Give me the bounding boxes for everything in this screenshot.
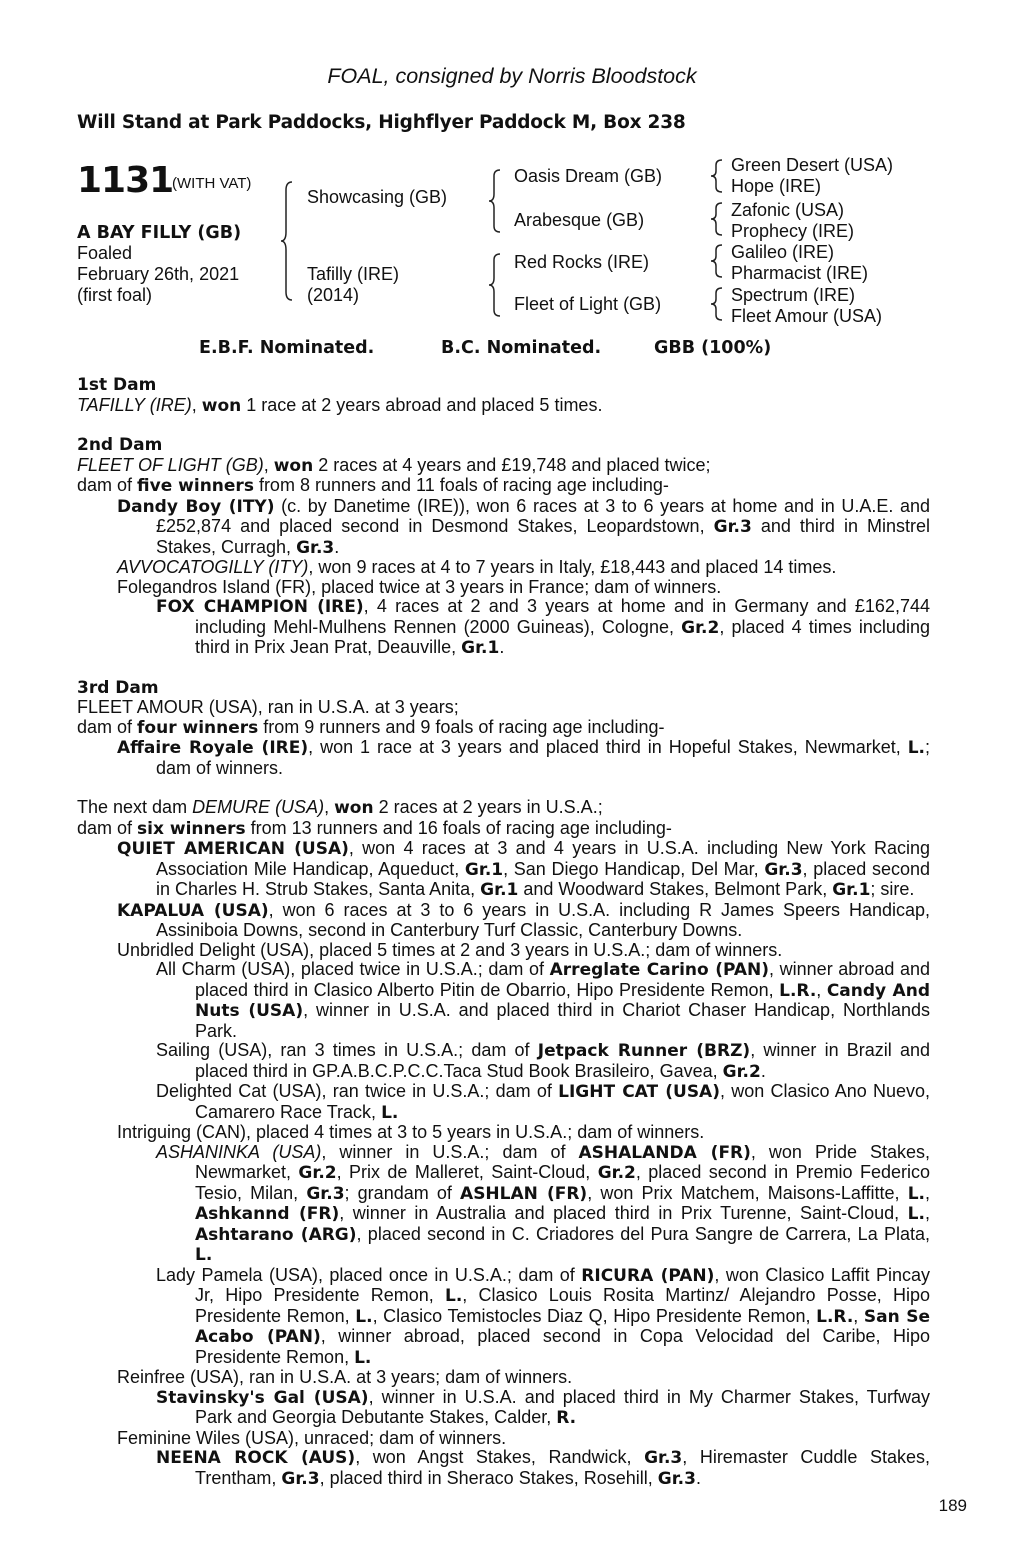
pedigree-brace-main: [280, 180, 294, 302]
produce-dandy-boy: Dandy Boy (ITY) (c. by Danetime (IRE)), won 6 races at 3 to 6 years at home and in U.A.E. and £252,874 and placed second in Desmond Stakes, Leopardstown, Gr.3 and third in Minstrel Stakes, Curragh, Gr.3.: [117, 495, 931, 558]
dam: Tafilly (IRE): [307, 264, 400, 284]
produce-feminine-wiles: Feminine Wiles (USA), unraced; dam of winners.: [117, 1427, 507, 1448]
third-dam-produce: dam of four winners from 9 runners and 9 foals of racing age including-: [77, 716, 665, 738]
pedigree-brace-g2: [710, 201, 724, 237]
ancestor-zafonic: Zafonic (USA): [731, 200, 845, 220]
pedigree-brace-dam: [488, 252, 502, 318]
produce-folegandros-island: Folegandros Island (FR), placed twice at 3 years in France; dam of winners.: [117, 576, 722, 597]
dam-dam: Fleet of Light (GB): [514, 294, 662, 314]
ancestor-pharmacist: Pharmacist (IRE): [731, 263, 869, 283]
lot-number: 1131: [77, 160, 174, 201]
page-number: 189: [938, 1496, 967, 1515]
third-dam-heading: 3rd Dam: [77, 677, 159, 698]
sire-sire: Oasis Dream (GB): [514, 166, 663, 186]
produce-reinfree: Reinfree (USA), ran in U.S.A. at 3 years; dam of winners.: [117, 1367, 573, 1387]
pedigree-brace-sire: [488, 168, 502, 234]
second-dam-record: FLEET OF LIGHT (GB), won 2 races at 4 years and £19,748 and placed twice;: [77, 454, 711, 476]
ancestor-prophecy: Prophecy (IRE): [731, 221, 855, 241]
dam-year: (2014): [307, 285, 360, 305]
third-dam-record: FLEET AMOUR (USA), ran in U.S.A. at 3 years;: [77, 697, 459, 717]
gbb-status: GBB (100%): [654, 338, 772, 358]
produce-lady-pamela: Lady Pamela (USA), placed once in U.S.A.; dam of RICURA (PAN), won Clasico Laffit Pincay Jr, Hipo Presidente Remon, L., Clasico Louis Rosita Martinz/ Alejandro Posse, Hipo Presidente Remon, L., Clasico Temistocles Diaz Q, Hipo Presidente Remon, L.R., San Se Acabo (PAN), winner abroad, placed second in Copa Velocidad del Caribe, Hipo Presidente Remon, L.: [156, 1264, 931, 1368]
bc-nomination: B.C. Nominated.: [441, 338, 602, 358]
produce-intriguing: Intriguing (CAN), placed 4 times at 3 to 5 years in U.S.A.; dam of winners.: [117, 1122, 705, 1142]
dam-sire: Red Rocks (IRE): [514, 252, 650, 272]
produce-stavinskys-gal: Stavinsky's Gal (USA), winner in U.S.A. and placed third in My Charmer Stakes, Turfway Park and Georgia Debutante Stakes, Calder, R.: [156, 1386, 931, 1428]
first-dam-record: TAFILLY (IRE), won 1 race at 2 years abroad and placed 5 times.: [77, 394, 603, 416]
pedigree-brace-g1: [710, 158, 724, 194]
stand-location: Will Stand at Park Paddocks, Highflyer Paddock M, Box 238: [77, 112, 686, 133]
produce-unbridled-delight: Unbridled Delight (USA), placed 5 times at 2 and 3 years in U.S.A.; dam of winners.: [117, 939, 783, 960]
produce-record: [77, 376, 930, 1489]
produce-fox-champion: FOX CHAMPION (IRE), 4 races at 2 and 3 years at home and in Germany and £162,744 including Mehl-Mulhens Rennen (2000 Guineas), Cologne, Gr.2, placed 4 times including third in Prix Jean Prat, Deauville, Gr.1.: [156, 596, 930, 658]
second-dam-produce: dam of five winners from 8 runners and 11 foals of racing age including-: [77, 475, 669, 496]
ancestor-galileo: Galileo (IRE): [731, 242, 835, 262]
ancestor-spectrum: Spectrum (IRE): [731, 285, 856, 305]
lot-description: A BAY FILLY (GB): [77, 223, 242, 243]
second-dam-heading: 2nd Dam: [77, 435, 163, 455]
produce-sailing: Sailing (USA), ran 3 times in U.S.A.; dam of Jetpack Runner (BRZ), winner in Brazil and placed third in GP.A.B.C.P.C.C.Taca Stud Book Brasileiro, Gavea, Gr.2.: [156, 1040, 930, 1082]
produce-avvocatogilly: AVVOCATOGILLY (ITY), won 9 races at 4 to 7 years in Italy, £18,443 and placed 14 times.: [117, 557, 837, 577]
produce-delighted-cat: Delighted Cat (USA), ran twice in U.S.A.; dam of LIGHT CAT (USA), won Clasico Ano Nuevo, Camarero Race Track, L.: [156, 1081, 930, 1123]
produce-all-charm: All Charm (USA), placed twice in U.S.A.; dam of Arreglate Carino (PAN), winner abroad and placed third in Clasico Alberto Pitin de Obarrio, Hipo Presidente Remon, L.R., Candy And Nuts (USA), winner in U.S.A. and placed third in Chariot Chaser Handicap, Northlands Park.: [156, 959, 930, 1041]
consignor-line: FOAL, consigned by Norris Bloodstock: [327, 64, 697, 88]
sire-dam: Arabesque (GB): [514, 210, 645, 230]
foaled-label: Foaled: [77, 243, 133, 263]
sire: Showcasing (GB): [307, 187, 448, 207]
vat-note: (WITH VAT): [172, 175, 252, 192]
next-dam-produce: dam of six winners from 13 runners and 16 foals of racing age including-: [77, 817, 672, 839]
produce-kapalua: KAPALUA (USA), won 6 races at 3 to 6 years in U.S.A. including R James Speers Handicap, Assiniboia Downs, second in Canterbury Turf Classic, Canterbury Downs.: [117, 899, 931, 940]
ancestor-hope: Hope (IRE): [731, 176, 822, 196]
next-dam-record: The next dam DEMURE (USA), won 2 races at 2 years in U.S.A.;: [77, 797, 603, 818]
foaled-date: February 26th, 2021: [77, 264, 240, 284]
ancestor-green-desert: Green Desert (USA): [731, 155, 894, 175]
produce-ashaninka: ASHANINKA (USA), winner in U.S.A.; dam of ASHALANDA (FR), won Pride Stakes, Newmarket, Gr.2, Prix de Malleret, Saint-Cloud, Gr.2, placed second in Premio Federico Tesio, Milan, Gr.3; grandam of ASHLAN (FR), won Prix Matchem, Maisons-Laffitte, L., Ashkannd (FR), winner in Australia and placed third in Prix Turenne, Saint-Cloud, L., Ashtarano (ARG), placed second in C. Criadores del Pura Sangre de Carrera, La Plata, L.: [156, 1141, 931, 1265]
ancestor-fleet-amour: Fleet Amour (USA): [731, 306, 883, 326]
produce-quiet-american: QUIET AMERICAN (USA), won 4 races at 3 and 4 years in U.S.A. including New York Racing Association Mile Handicap, Aqueduct, Gr.1, San Diego Handicap, Del Mar, Gr.3, placed second in Charles H. Strub Stakes, Santa Anita, Gr.1 and Woodward Stakes, Belmont Park, Gr.1; sire.: [117, 838, 930, 900]
produce-affaire-royale: Affaire Royale (IRE), won 1 race at 3 years and placed third in Hopeful Stakes, Newmarket, L.; dam of winners.: [117, 737, 930, 778]
foal-note: (first foal): [77, 285, 153, 305]
produce-neena-rock: NEENA ROCK (AUS), won Angst Stakes, Randwick, Gr.3, Hiremaster Cuddle Stakes, Trentham, Gr.3, placed third in Sheraco Stakes, Rosehill, Gr.3.: [156, 1447, 930, 1489]
pedigree-brace-g3: [710, 243, 724, 279]
ebf-nomination: E.B.F. Nominated.: [199, 338, 375, 358]
pedigree-brace-g4: [710, 286, 724, 322]
first-dam-heading: 1st Dam: [77, 375, 157, 395]
